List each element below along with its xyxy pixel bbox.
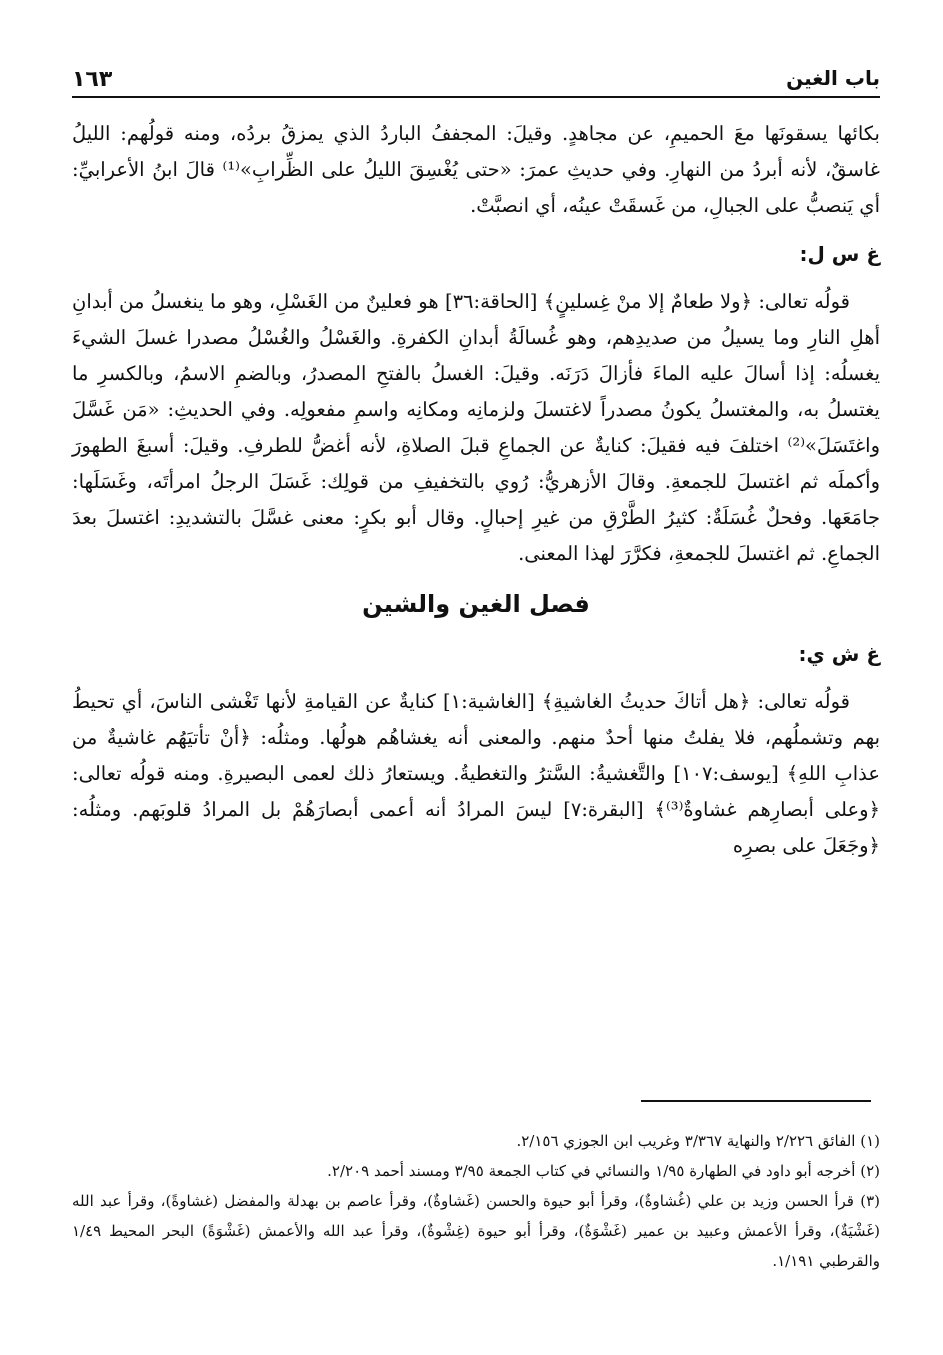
paragraph-2: قولُه تعالى: ﴿ولا طعامٌ إلا منْ غِسلينٍ﴾ [الحاقة:٣٦] هو فعلينٌ من الغَسْلِ، وهو ما ينغسلُ من أبدانِ أهلِ النارِ وما يسيلُ من صديدِهم، وهو غُسالَةُ أبدانِ الكفرةِ. والغَسْلُ والغُسْلُ مصدرا غسلَ الشيءَ يغسلُه: إذا أسالَ عليه الماءَ فأزالَ دَرَنَه. وقيلَ: الغسلُ بالفتحِ المصدرُ، وبالضمِ الاسمُ، وبالكسرِ ما يغتسلُ به، والمغتسلُ يكونُ مصدراً لاغتسلَ ولزمانِه ومكانِه واسمِ مفعولِه. وفي الحديثِ: «مَن غَسَّلَ واغتَسَلَ»⁽²⁾ اختلفَ فيه فقيلَ: كنايةٌ عن الجماعِ قبلَ الصلاةِ، لأنه أغضُّ للطرفِ. وقيلَ: أسبغَ الطهورَ وأكملَه ثم اغتسلَ للجمعةِ. وقالَ الأزهريُّ: رُوي بالتخفيفِ من قولِك: غَسَلَ الرجلُ امرأتَه، وغَسَلَها: جامَعَها. وفحلٌ غُسَلَةٌ: كثيرُ الطَّرْقِ من غيرِ إحبالٍ. وقال أبو بكرٍ: معنى غسَّلَ بالتشديدِ: اغتسلَ بعدَ الجماعِ. ثم اغتسلَ للجمعةِ، فكرَّرَ لهذا المعنى. xyxy=(72,290,880,565)
footnote-1: (١) الفائق ٢/٢٢٦ والنهاية ٣/٣٦٧ وغريب ابن الجوزي ٢/١٥٦. xyxy=(516,1132,880,1150)
chapter-title: باب الغين xyxy=(786,66,880,90)
page-number: ١٦٣ xyxy=(72,67,113,92)
page xyxy=(72,52,880,864)
entry-heading-gh-sh-y: غ ش ي: xyxy=(798,642,880,666)
footnote-2: (٢) أخرجه أبو داود في الطهارة ١/٩٥ والنسائي في كتاب الجمعة ٣/٩٥ ومسند أحمد ٢/٢٠٩. xyxy=(327,1162,880,1180)
paragraph-1: بكائها يسقونَها معَ الحميمِ، عن مجاهدٍ. وقيلَ: المجففُ الباردُ الذي يمزقُ بردُه، ومنه قولُهم: الليلُ غاسقٌ، لأنه أبردُ من النهارِ. وفي حديثِ عمرَ: «حتى يُغْسِقَ الليلُ على الظِّرابِ»⁽¹⁾ قالَ ابنُ الأعرابيِّ: أي يَنصبُّ على الجبالِ، من غَسقَتْ عينُه، أي انصبَّتْ. xyxy=(72,122,880,217)
main-text xyxy=(72,116,880,864)
entry-heading-gh-s-l: غ س ل: xyxy=(799,242,880,266)
paragraph-3: قولُه تعالى: ﴿هل أتاكَ حديثُ الغاشيةِ﴾ [الغاشية:١] كنايةٌ عن القيامةِ لأنها تَغْشى الناسَ، أي تحيطُ بهم وتشملُهم، فلا يفلتُ منها أحدٌ منهم. والمعنى أنه يغشاهُم هولُها. ومثلُه: ﴿أنْ تأتيَهُم غاشيةٌ من عذابِ اللهِ﴾ [يوسف:١٠٧] والتَّغشيةُ: السَّترُ والتغطيةُ. ويستعارُ ذلك لعمى البصيرةِ. ومنه قولُه تعالى: ﴿وعلى أبصارِهم غشاوةٌ⁽³⁾﴾ [البقرة:٧] ليسَ المرادُ أنه أعمى أبصارَهُمْ بل المرادُ قلوبَهم. ومثلُه: ﴿وجَعَلَ على بصرِه xyxy=(72,690,880,857)
footnotes xyxy=(72,1126,880,1276)
footnote-3: (٣) قرأ الحسن وزيد بن علي (غُشاوةٌ)، وقرأ أبو حيوة والحسن (غَشاوةٌ)، وقرأ عاصم بن بهدلة والمفضل (غشاوةً)، وقرأ عبد الله (غَشْيَةٌ)، وقرأ الأعمش وعبيد بن عمير (غَشْوَةٌ)، وقرأ أبو حيوة (غِشْوةٌ)، وقرأ عبد الله والأعمش (غَشْوَةً) البحر المحيط ١/٤٩ والقرطبي ١/١٩١. xyxy=(72,1192,880,1270)
page-header xyxy=(72,52,880,98)
section-title: فصل الغين والشين xyxy=(362,590,590,618)
footnote-divider xyxy=(641,1100,871,1102)
